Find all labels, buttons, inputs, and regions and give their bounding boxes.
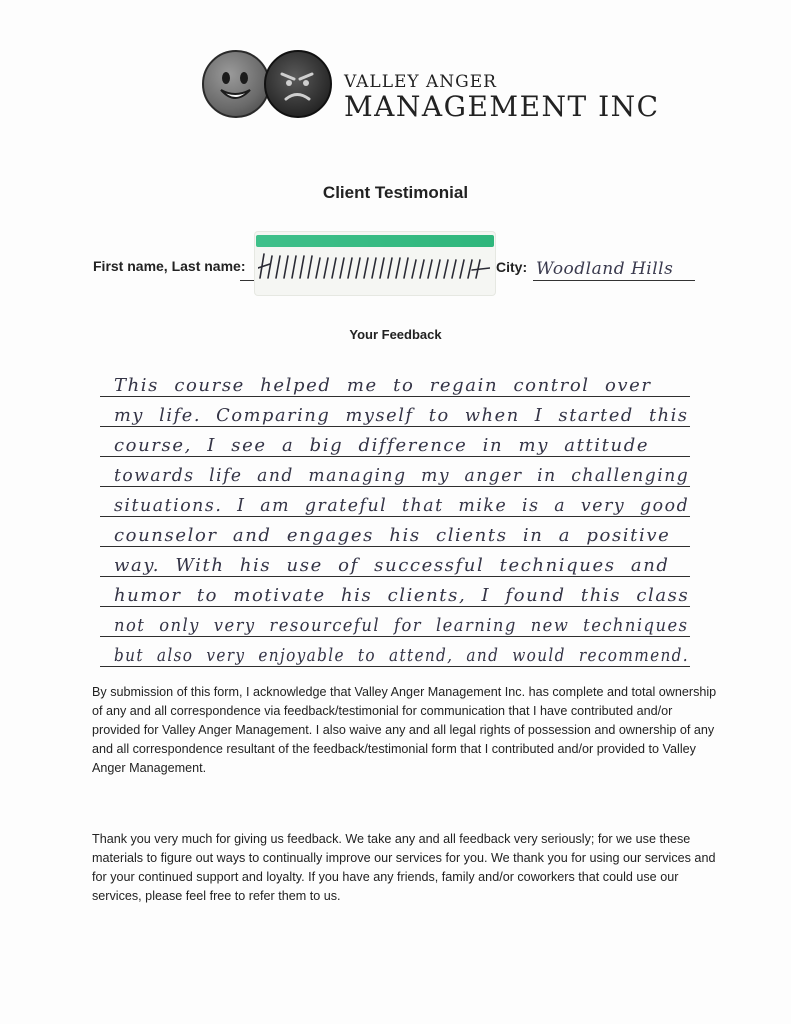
name-label: First name, Last name:: [93, 258, 246, 274]
feedback-line-text: my life. Comparing myself to when I started this: [114, 405, 689, 426]
feedback-line-text: but also very enjoyable to attend, and would recommend.: [114, 645, 690, 666]
feedback-line-text: course, I see a big difference in my attitude: [114, 435, 650, 456]
feedback-heading: Your Feedback: [349, 327, 442, 342]
feedback-line-text: This course helped me to regain control over: [114, 375, 652, 396]
feedback-line[interactable]: [100, 516, 690, 547]
feedback-line[interactable]: [100, 426, 690, 457]
redaction-green-strip: [256, 235, 494, 247]
happy-face-icon: [202, 50, 270, 118]
feedback-line[interactable]: [100, 366, 690, 397]
feedback-line-text: situations. I am grateful that mike is a very good: [114, 495, 690, 516]
city-value: Woodland Hills: [536, 259, 674, 279]
form-title: Client Testimonial: [322, 183, 469, 202]
feedback-line-text: towards life and managing my anger in challenging: [114, 465, 690, 486]
legal-acknowledgement: By submission of this form, I acknowledge that Valley Anger Management Inc. has complete and total ownership of any and all correspondence via feedback/testimonial for communication that I have contributed and/or provided for Valley Anger Management. I also waive any and all legal rights of possession and ownership of any and all correspondence resultant of the feedback/testimonial form that I contributed and/or provided to Valley Anger Management.: [92, 685, 717, 775]
feedback-line-text: way. With his use of successful techniques and: [114, 555, 670, 576]
company-logo: [202, 50, 660, 126]
thank-you-message: Thank you very much for giving us feedback. We take any and all feedback very seriously; for we use these materials to figure out ways to continually improve our services for you. We thank you for using our services and for your continued support and loyalty. If you have any friends, family and/or coworkers that could use our services, please feel free to refer them to us.: [92, 832, 716, 903]
feedback-line-text: humor to motivate his clients, I found this class: [114, 585, 690, 606]
company-name-line2: MANAGEMENT INC: [344, 90, 660, 123]
feedback-line[interactable]: [100, 546, 690, 577]
company-name: [344, 72, 660, 122]
feedback-line[interactable]: [100, 486, 690, 517]
city-field[interactable]: [533, 256, 695, 281]
feedback-line-text: not only very resourceful for learning new techniques: [114, 615, 689, 636]
redaction-scribble: [258, 250, 490, 282]
angry-face-icon: [264, 50, 332, 118]
company-name-line1: VALLEY ANGER: [344, 72, 497, 92]
feedback-line[interactable]: [100, 396, 690, 427]
feedback-line-text: counselor and engages his clients in a positive: [114, 525, 671, 546]
feedback-line[interactable]: [100, 456, 690, 487]
feedback-line[interactable]: [100, 576, 690, 607]
feedback-line[interactable]: [100, 636, 690, 667]
city-label: City:: [496, 259, 528, 275]
feedback-line[interactable]: [100, 606, 690, 637]
